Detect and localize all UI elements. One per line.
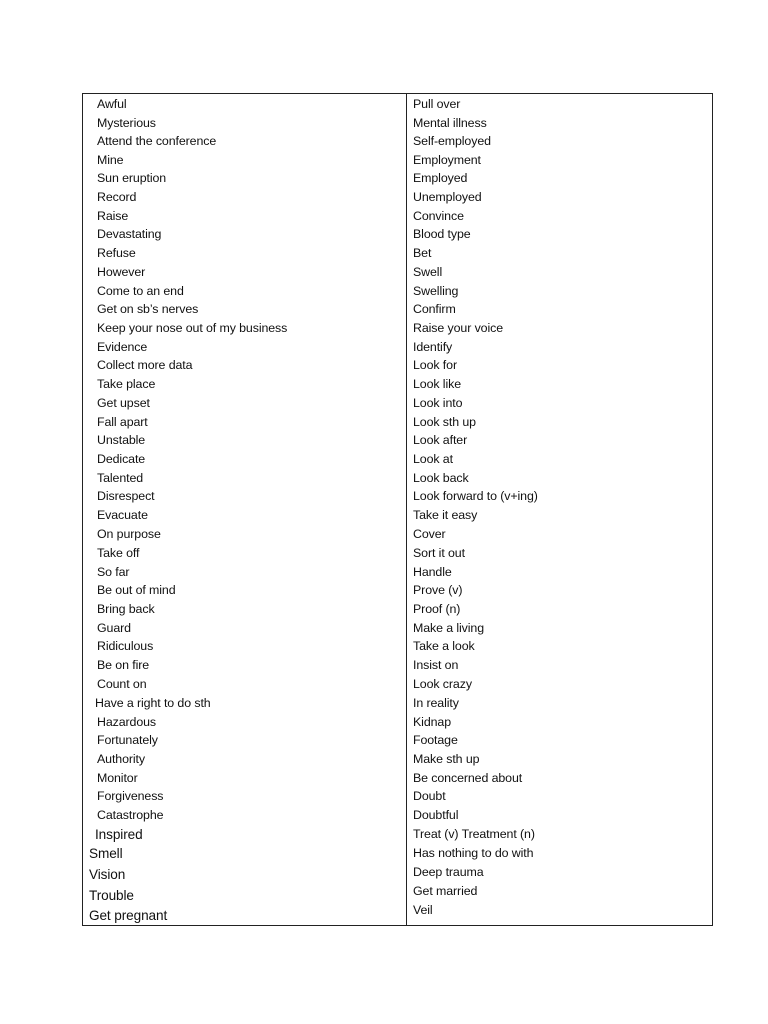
right-vocab-item-21: Look back [413,471,469,485]
right-vocab-item-7: Convince [413,209,464,223]
left-vocab-item-35: Fortunately [97,733,158,747]
right-vocab-item-37: Be concerned about [413,771,523,785]
right-vocab-item-28: Proof (n) [413,602,461,616]
right-column [407,94,712,925]
right-vocab-item-42: Deep trauma [413,865,484,879]
left-vocab-item-41: Smell [89,846,123,861]
right-vocab-item-26: Handle [413,565,452,579]
left-vocab-item-30: Ridiculous [97,639,154,653]
right-vocab-item-35: Footage [413,733,458,747]
right-vocab-item-36: Make sth up [413,752,480,766]
left-vocab-item-1: Awful [97,97,127,111]
left-vocab-item-25: Take off [97,546,140,560]
left-vocab-item-14: Evidence [97,340,148,354]
left-vocab-item-13: Keep your nose out of my business [97,321,288,335]
right-vocab-item-6: Unemployed [413,190,482,204]
left-vocab-item-3: Attend the conference [97,134,217,148]
left-vocab-item-15: Collect more data [97,358,193,372]
left-vocab-item-43: Trouble [89,888,134,903]
right-vocab-item-43: Get married [413,884,478,898]
left-vocab-item-34: Hazardous [97,715,157,729]
right-vocab-item-30: Take a look [413,639,475,653]
left-vocab-item-17: Get upset [97,396,150,410]
right-vocab-item-25: Sort it out [413,546,465,560]
right-vocab-item-4: Employment [413,153,481,167]
right-vocab-item-23: Take it easy [413,508,478,522]
right-vocab-item-8: Blood type [413,227,471,241]
right-vocab-item-2: Mental illness [413,116,487,130]
right-vocab-item-31: Insist on [413,658,459,672]
left-vocab-item-36: Authority [97,752,145,766]
left-vocab-item-5: Sun eruption [97,171,167,185]
right-vocab-item-19: Look after [413,433,468,447]
right-vocab-item-13: Raise your voice [413,321,503,335]
left-vocab-item-18: Fall apart [97,415,148,429]
right-vocab-item-5: Employed [413,171,468,185]
right-vocab-item-20: Look at [413,452,453,466]
left-vocab-item-19: Unstable [97,433,146,447]
right-vocab-item-3: Self-employed [413,134,491,148]
right-vocab-item-14: Identify [413,340,453,354]
left-vocab-item-12: Get on sb’s nerves [97,302,199,316]
left-vocab-item-23: Evacuate [97,508,148,522]
left-vocab-item-37: Monitor [97,771,138,785]
left-vocab-item-31: Be on fire [97,658,150,672]
left-vocab-item-40: Inspired [95,827,143,842]
left-vocab-item-2: Mysterious [97,116,156,130]
left-vocab-item-24: On purpose [97,527,161,541]
right-vocab-item-27: Prove (v) [413,583,463,597]
left-vocab-item-42: Vision [89,867,126,882]
left-vocab-item-22: Disrespect [97,489,155,503]
right-vocab-item-24: Cover [413,527,446,541]
left-vocab-item-27: Be out of mind [97,583,176,597]
right-vocab-item-9: Bet [413,246,432,260]
left-vocab-item-44: Get pregnant [89,908,168,923]
left-vocab-item-16: Take place [97,377,156,391]
right-vocab-item-32: Look crazy [413,677,472,691]
right-vocab-item-39: Doubtful [413,808,459,822]
right-vocab-item-17: Look into [413,396,463,410]
right-vocab-item-16: Look like [413,377,462,391]
right-vocab-item-11: Swelling [413,284,459,298]
left-column [83,94,407,925]
right-vocab-item-15: Look for [413,358,457,372]
left-vocab-item-7: Raise [97,209,129,223]
left-vocab-item-32: Count on [97,677,147,691]
right-vocab-item-33: In reality [413,696,459,710]
left-vocab-item-21: Talented [97,471,144,485]
left-vocab-item-20: Dedicate [97,452,146,466]
right-vocab-item-38: Doubt [413,789,446,803]
left-vocab-item-8: Devastating [97,227,162,241]
right-vocab-item-41: Has nothing to do with [413,846,534,860]
left-vocab-item-38: Forgiveness [97,789,164,803]
left-vocab-item-39: Catastrophe [97,808,164,822]
left-vocab-item-29: Guard [97,621,131,635]
right-vocab-item-29: Make a living [413,621,485,635]
vocabulary-table [82,93,713,926]
left-vocab-item-10: However [97,265,146,279]
left-vocab-item-33: Have a right to do sth [95,696,211,710]
left-vocab-item-6: Record [97,190,137,204]
right-vocab-item-18: Look sth up [413,415,476,429]
left-vocab-item-28: Bring back [97,602,155,616]
left-vocab-item-9: Refuse [97,246,136,260]
right-vocab-item-44: Veil [413,903,433,917]
right-vocab-item-12: Confirm [413,302,456,316]
right-vocab-item-10: Swell [413,265,443,279]
left-vocab-item-11: Come to an end [97,284,184,298]
left-vocab-item-26: So far [97,565,130,579]
right-vocab-item-40: Treat (v) Treatment (n) [413,827,535,841]
left-vocab-item-4: Mine [97,153,124,167]
right-vocab-item-34: Kidnap [413,715,451,729]
right-vocab-item-22: Look forward to (v+ing) [413,489,538,503]
right-vocab-item-1: Pull over [413,97,461,111]
